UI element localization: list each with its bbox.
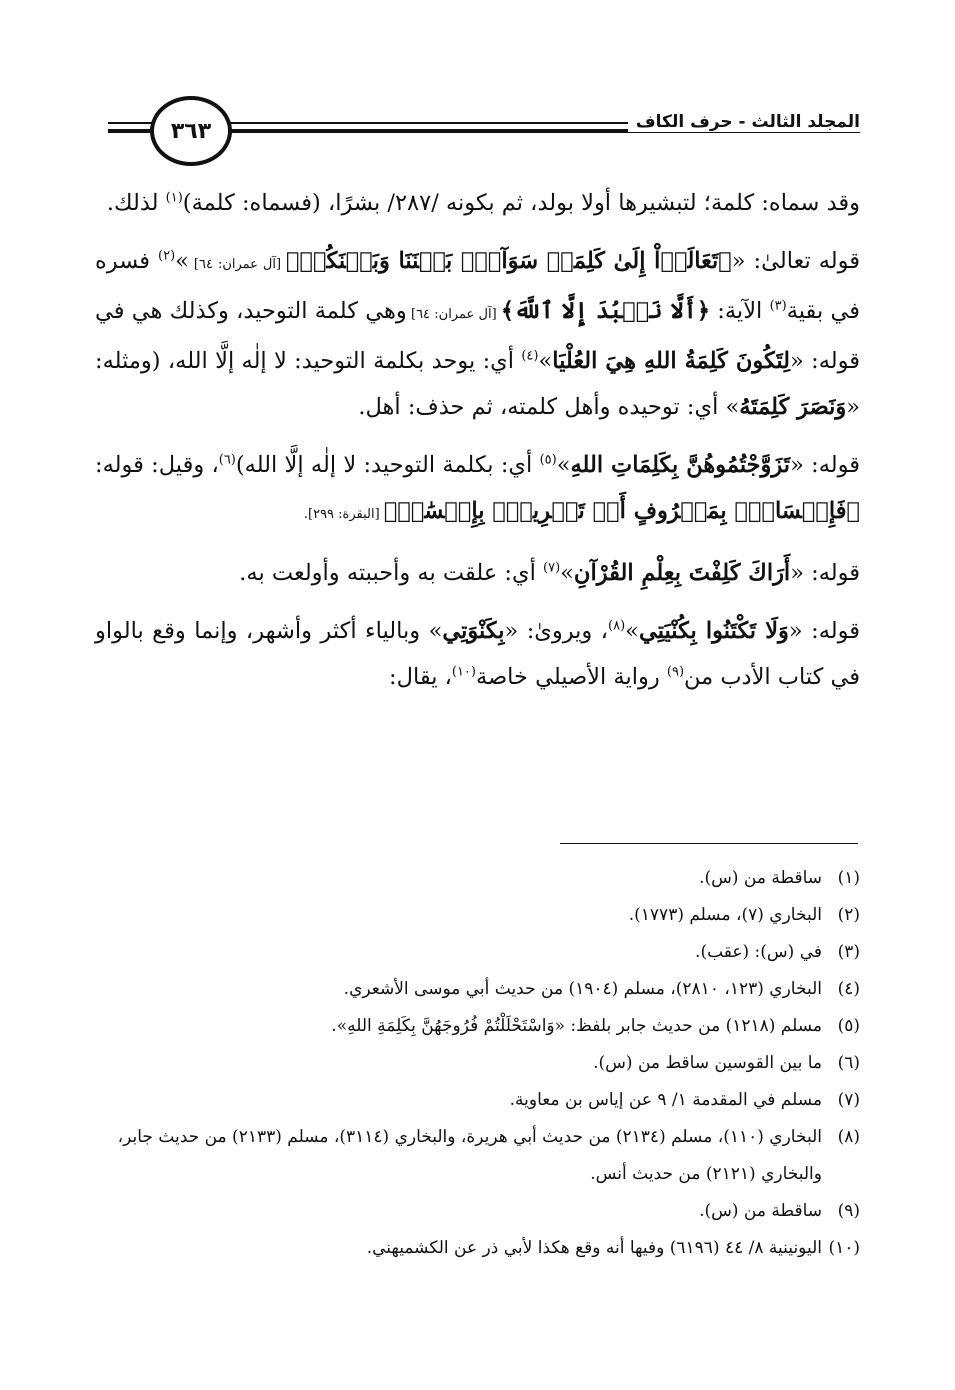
text-run: وهي كلمة التوحيد، وكذلك هي في قوله: « <box>95 298 861 374</box>
text-run: قوله: « <box>790 452 860 478</box>
text-run: » <box>538 348 553 374</box>
footnote <box>95 971 860 1008</box>
text-run: أي: علقت به وأحببته وأولعت به. <box>239 560 543 586</box>
footnote-ref: (٧) <box>543 560 561 576</box>
text-run: » <box>625 618 639 644</box>
text-run: أي: يوحد بكلمة التوحيد: لا إلٰه إلَّا الله، (ومثله: « <box>95 348 860 420</box>
footnote-text: اليونينية ٨/ ٤٤ (٦١٩٦) وفيها أنه وقع هكذا لأبي ذر عن الكشميهني. <box>366 1238 822 1258</box>
paragraph-2 <box>95 238 860 430</box>
footnote-text: ساقطة من (س). <box>699 1201 822 1221</box>
footnote-ref: (٣) <box>769 298 787 314</box>
running-title: المجلد الثالث - حرف الكاف <box>628 112 860 132</box>
quran-verse: ﴿تَعَالَوۡاْ إِلَىٰ كَلِمَةٖ سَوَآءِۭ بَيۡنَنَا وَبَيۡنَكُمۡ﴾ <box>286 248 732 274</box>
footnote-ref: (١٠) <box>451 664 476 680</box>
text-run: » <box>556 452 571 478</box>
footnote-number: (٧) <box>837 1090 860 1110</box>
text-run: ، ويروىٰ: « <box>504 618 609 644</box>
text-run: كلمة) <box>182 190 235 216</box>
footnote <box>95 934 860 971</box>
quran-quote: وَنَصَرَ كَلِمَتَهُ <box>739 394 847 420</box>
footnote-text: البخاري (١١٠)، مسلم (٢١٣٤) من حديث أبي هريرة، والبخاري (٣١١٤)، مسلم (٢١٣٣) من حديث جابر، والبخاري (٢١٢١) من حديث أنس. <box>117 1127 822 1184</box>
text-run: الآية: <box>710 298 770 324</box>
hadith-quote: وَلَا تَكْتَنُوا بِكُنْيَتِي <box>638 618 789 644</box>
text-run: » أي: توحيده وأهل كلمته، ثم حذف: أهل. <box>358 394 740 420</box>
verse-reference: [آل عمران: ٦٤] <box>406 307 501 322</box>
text-run: » <box>560 560 574 586</box>
footnote-text: مسلم في المقدمة ١/ ٩ عن إياس بن معاوية. <box>509 1090 822 1110</box>
footnote-number: (٢) <box>837 905 860 925</box>
text-run: لذلك. <box>106 190 166 216</box>
footnote <box>95 1045 860 1082</box>
footnote-ref: (٨) <box>608 618 626 634</box>
footnote-divider <box>560 843 858 844</box>
hadith-quote: لِتَكُونَ كَلِمَةُ اللهِ هِيَ العُلْيَا <box>552 348 791 374</box>
footnote-text: البخاري (٧)، مسلم (١٧٧٣). <box>628 905 822 925</box>
page-header <box>108 90 860 170</box>
text-run: فسره في بقية <box>95 248 860 324</box>
hadith-quote: أَرَاكَ كَلِفْتَ بِعِلْمِ القُرْآنِ <box>573 560 791 586</box>
footnote-text: في (س): (عقب). <box>695 942 822 962</box>
paragraph-5 <box>95 608 860 700</box>
footnote-number: (٤) <box>837 979 860 999</box>
footnote-number: (١) <box>837 868 860 888</box>
footnote-number: (٨) <box>837 1127 860 1147</box>
text-run: ، وقيل: قوله: <box>95 452 219 478</box>
footnote <box>95 897 860 934</box>
footnote-number: (١٠) <box>828 1238 860 1258</box>
text-run: وقد سماه: كلمة؛ لتبشيرها أولا بولد، ثم بكونه /٢٨٧/ بشرًا، (فسماه: <box>241 190 860 216</box>
footnote-ref: (٢) <box>158 248 176 264</box>
footnote-ref: (٩) <box>666 664 685 680</box>
text-run: ، يقال: <box>389 664 452 690</box>
footnote-number: (٥) <box>837 1016 860 1036</box>
footnotes <box>95 860 860 1267</box>
text-run: » <box>175 248 189 274</box>
page-number-badge <box>150 96 232 166</box>
page-number: ٣٦٣ <box>170 118 212 144</box>
text-run: قوله: « <box>788 618 860 644</box>
footnote-text: ساقطة من (س). <box>699 868 822 888</box>
footnote-text: البخاري (١٢٣، ٢٨١٠)، مسلم (١٩٠٤) من حديث أبي موسى الأشعري. <box>343 979 822 999</box>
footnote-text: مسلم (١٢١٨) من حديث جابر بلفظ: «وَاسْتَحْلَلْتُمْ فُرُوجَهُنَّ بِكَلِمَةِ اللهِ». <box>331 1016 822 1036</box>
footnote-number: (٣) <box>837 942 860 962</box>
footnote <box>95 1193 860 1230</box>
variant-reading: بِكَنْوَتِي <box>442 618 505 644</box>
footnote <box>95 1082 860 1119</box>
quran-verse: ﴿أَلَّا نَعۡبُدَ إِلَّا ٱللَّهَ﴾ <box>500 298 711 324</box>
footnote <box>95 1008 860 1045</box>
footnote-number: (٦) <box>837 1053 860 1073</box>
text-run: أي: بكلمة التوحيد: لا إلٰه إلَّا الله) <box>235 452 540 478</box>
footnote <box>95 1119 860 1193</box>
verse-reference: [آل عمران: ٦٤] <box>188 257 286 272</box>
footnote-ref: (٥) <box>539 452 557 468</box>
text-run: رواية الأصيلي خاصة <box>476 664 667 690</box>
footnote-number: (٩) <box>837 1201 860 1221</box>
text-run: » وبالياء أكثر وأشهر، وإنما وقع بالواو في كتاب الأدب من <box>95 618 860 690</box>
verse-reference: [البقرة: ٢٩٩]. <box>303 507 384 522</box>
text-run: قوله تعالىٰ: « <box>731 248 860 274</box>
footnote-ref: (٤) <box>521 348 539 364</box>
quran-verse: ﴿فَإِمۡسَاكُۢ بِمَعۡرُوفٍ أَوۡ تَسۡرِيحُۢ بِإِحۡسَٰنٖ﴾ <box>383 498 860 524</box>
footnote-text: ما بين القوسين ساقط من (س). <box>593 1053 822 1073</box>
footnote <box>95 1230 860 1267</box>
footnote-ref: (١) <box>165 190 183 206</box>
footnote-ref: (٦) <box>218 452 236 468</box>
main-text <box>95 180 860 712</box>
paragraph-4 <box>95 550 860 596</box>
paragraph-1 <box>95 180 860 226</box>
text-run: قوله: « <box>790 560 860 586</box>
paragraph-3 <box>95 442 860 538</box>
hadith-quote: تَزَوَّجْتُمُوهُنَّ بِكَلِمَاتِ اللهِ <box>570 452 791 478</box>
footnote <box>95 860 860 897</box>
